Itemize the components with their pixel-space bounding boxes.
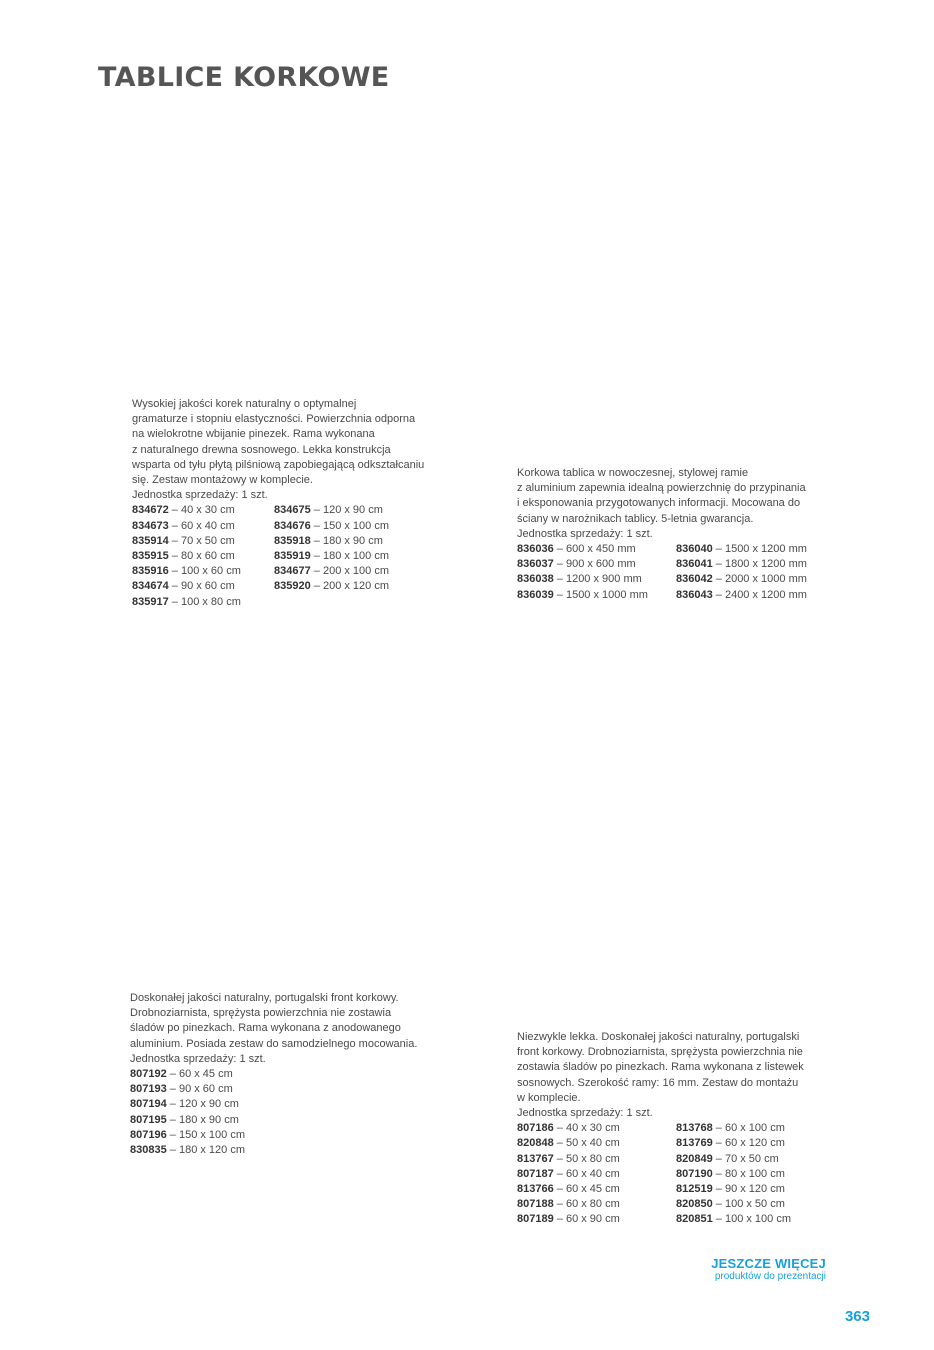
product-variant-row [676, 1182, 826, 1197]
more-products-subtitle: produktów do prezentacji [714, 1271, 826, 1282]
product-code: 834675 [274, 504, 311, 517]
product-code: 835920 [274, 580, 311, 593]
separator: – [168, 565, 181, 578]
separator: – [712, 573, 725, 586]
product-variant-row [517, 1197, 676, 1212]
separator: – [553, 1213, 566, 1226]
product-variant-row [517, 1136, 676, 1151]
product-size-list [132, 503, 442, 609]
product-size: 60 x 90 cm [565, 1213, 620, 1226]
product-size: 600 x 450 mm [565, 543, 636, 556]
product-variant-row [517, 542, 676, 557]
product-size: 60 x 80 cm [565, 1198, 620, 1211]
product-size: 50 x 80 cm [565, 1152, 620, 1165]
product-code: 807192 [130, 1068, 167, 1081]
separator: – [166, 1113, 179, 1126]
product-size: 70 x 50 cm [180, 534, 235, 547]
product-size: 2000 x 1000 mm [724, 573, 807, 586]
product-code: 813767 [517, 1152, 554, 1165]
separator: – [553, 1198, 566, 1211]
product-variant-row [130, 1143, 290, 1158]
product-code: 807186 [517, 1122, 554, 1135]
separator: – [310, 550, 323, 563]
product-code: 835915 [132, 550, 169, 563]
separator: – [553, 1152, 566, 1165]
product-size: 2400 x 1200 mm [724, 588, 807, 601]
product-size: 150 x 100 cm [322, 519, 389, 532]
product-variant-row [676, 1136, 826, 1151]
product-variant-row [676, 588, 826, 603]
product-code: 820850 [676, 1198, 713, 1211]
product-size: 90 x 60 cm [178, 1083, 233, 1096]
separator: – [310, 519, 323, 532]
product-code: 807193 [130, 1083, 167, 1096]
product-size: 60 x 40 cm [180, 519, 235, 532]
product-code: 820851 [676, 1213, 713, 1226]
product-size: 60 x 120 cm [724, 1137, 785, 1150]
product-variant-row [132, 564, 274, 579]
product-size: 1500 x 1000 mm [565, 588, 648, 601]
product-variant-row [517, 588, 676, 603]
separator: – [712, 1213, 725, 1226]
product-size: 50 x 40 cm [565, 1137, 620, 1150]
product-size: 60 x 40 cm [565, 1167, 620, 1180]
product-variant-row [676, 1167, 826, 1182]
product-variant-row [517, 1152, 676, 1167]
product-code: 835919 [274, 550, 311, 563]
page-number: 363 [844, 1308, 870, 1325]
separator: – [166, 1128, 179, 1141]
product-variant-row [132, 503, 274, 518]
product-variant-row [132, 534, 274, 549]
product-code: 807190 [676, 1167, 713, 1180]
product-variant-row [274, 503, 414, 518]
separator: – [712, 558, 725, 571]
product-variant-row [130, 1113, 290, 1128]
separator: – [712, 543, 725, 556]
page-title: TABLICE KORKOWE [98, 62, 390, 93]
size-column [517, 1121, 676, 1227]
product-code: 813769 [676, 1137, 713, 1150]
product-variant-row [132, 595, 274, 610]
product-size: 40 x 30 cm [180, 504, 235, 517]
product-code: 834674 [132, 580, 169, 593]
product-code: 836041 [676, 558, 713, 571]
product-description: Wysokiej jakości korek naturalny o optymalnej gramaturze i stopniu elastyczności. Powierzchnia odporna na wielokrotne wbijanie pinezek. Rama wykonana z naturalnego drewna sosnowego. Lekka konstrukcja wsparta od tyłu płytą pilśniową zapobiegającą odkształcaniu się. Zestaw montażowy w komplecie. Jednostka sprzedaży: 1 szt. [132, 398, 425, 502]
product-variant-row [676, 542, 826, 557]
separator: – [168, 504, 181, 517]
product-variant-row [517, 1167, 676, 1182]
product-size: 70 x 50 cm [724, 1152, 779, 1165]
separator: – [553, 543, 566, 556]
product-code: 813766 [517, 1183, 554, 1196]
product-code: 807196 [130, 1128, 167, 1141]
product-code: 834673 [132, 519, 169, 532]
product-variant-row [676, 1197, 826, 1212]
product-size: 60 x 45 cm [565, 1183, 620, 1196]
product-code: 820848 [517, 1137, 554, 1150]
separator: – [310, 504, 323, 517]
product-block-anodized-frame-cork-board [130, 991, 440, 1158]
product-size: 900 x 600 mm [565, 558, 636, 571]
product-variant-row [517, 1182, 676, 1197]
separator: – [553, 558, 566, 571]
product-variant-row [274, 519, 414, 534]
product-size: 40 x 30 cm [565, 1122, 620, 1135]
product-block-lightweight-cork-board [517, 1030, 827, 1228]
product-size: 100 x 60 cm [180, 565, 241, 578]
product-code: 836037 [517, 558, 554, 571]
product-variant-row [132, 549, 274, 564]
product-code: 835916 [132, 565, 169, 578]
product-size: 200 x 100 cm [322, 565, 389, 578]
product-description: Niezwykle lekka. Doskonałej jakości naturalny, portugalski front korkowy. Drobnoziarnista, sprężysta powierzchnia nie zostawia śladów po pinezkach. Rama wykonana z listewek sosnowych. Szerokość ramy: 16 mm. Zestaw do montażu w komplecie. Jednostka sprzedaży: 1 szt. [517, 1031, 804, 1120]
product-size: 80 x 60 cm [180, 550, 235, 563]
separator: – [712, 588, 725, 601]
separator: – [553, 1183, 566, 1196]
separator: – [553, 588, 566, 601]
product-variant-row [274, 549, 414, 564]
size-column [130, 1067, 290, 1158]
product-code: 834672 [132, 504, 169, 517]
separator: – [168, 519, 181, 532]
product-description: Doskonałej jakości naturalny, portugalski front korkowy. Drobnoziarnista, sprężysta powierzchnia nie zostawia śladów po pinezkach. Rama wykonana z anodowanego aluminium. Posiada zestaw do samodzielnego mocowania. Jednostka sprzedaży: 1 szt. [130, 992, 418, 1065]
product-code: 813768 [676, 1122, 713, 1135]
product-code: 812519 [676, 1183, 713, 1196]
product-variant-row [130, 1067, 290, 1082]
separator: – [310, 534, 323, 547]
product-code: 836039 [517, 588, 554, 601]
product-size: 90 x 60 cm [180, 580, 235, 593]
separator: – [553, 573, 566, 586]
size-column [517, 542, 676, 603]
product-size: 180 x 90 cm [178, 1113, 239, 1126]
more-products-link[interactable] [711, 1256, 826, 1282]
separator: – [168, 534, 181, 547]
separator: – [712, 1137, 725, 1150]
product-code: 830835 [130, 1144, 167, 1157]
product-size: 100 x 50 cm [724, 1198, 785, 1211]
product-variant-row [517, 572, 676, 587]
separator: – [166, 1144, 179, 1157]
product-description: Korkowa tablica w nowoczesnej, stylowej ramie z aluminium zapewnia idealną powierzchnię do przypinania i eksponowania przygotowanych informacji. Mocowana do ściany w narożnikach tablicy. 5-letnia gwarancja. Jednostka sprzedaży: 1 szt. [517, 467, 806, 540]
product-code: 836040 [676, 543, 713, 556]
separator: – [310, 580, 323, 593]
separator: – [168, 580, 181, 593]
size-column [274, 503, 414, 609]
separator: – [310, 565, 323, 578]
separator: – [553, 1137, 566, 1150]
product-code: 835914 [132, 534, 169, 547]
product-block-standard-cork-board [132, 397, 442, 610]
separator: – [168, 550, 181, 563]
product-size: 120 x 90 cm [178, 1098, 239, 1111]
separator: – [712, 1122, 725, 1135]
more-products-title: JESZCZE WIĘCEJ [711, 1256, 826, 1271]
separator: – [166, 1098, 179, 1111]
product-size: 1800 x 1200 mm [724, 558, 807, 571]
product-variant-row [676, 572, 826, 587]
separator: – [712, 1198, 725, 1211]
product-code: 807195 [130, 1113, 167, 1126]
product-variant-row [676, 557, 826, 572]
product-code: 807194 [130, 1098, 167, 1111]
product-variant-row [676, 1212, 826, 1227]
product-code: 807187 [517, 1167, 554, 1180]
product-code: 807189 [517, 1213, 554, 1226]
separator: – [553, 1122, 566, 1135]
product-size-list [130, 1067, 440, 1158]
product-variant-row [132, 579, 274, 594]
size-column [676, 542, 826, 603]
product-size: 1200 x 900 mm [565, 573, 642, 586]
product-size: 150 x 100 cm [178, 1128, 245, 1141]
product-code: 834676 [274, 519, 311, 532]
size-column [676, 1121, 826, 1227]
product-size: 90 x 120 cm [724, 1183, 785, 1196]
product-size: 100 x 100 cm [724, 1213, 791, 1226]
product-variant-row [130, 1128, 290, 1143]
product-size: 180 x 120 cm [178, 1144, 245, 1157]
product-size: 60 x 100 cm [724, 1122, 785, 1135]
separator: – [712, 1152, 725, 1165]
separator: – [168, 595, 181, 608]
product-variant-row [517, 1212, 676, 1227]
product-variant-row [274, 579, 414, 594]
product-code: 820849 [676, 1152, 713, 1165]
product-size: 60 x 45 cm [178, 1068, 233, 1081]
product-size: 80 x 100 cm [724, 1167, 785, 1180]
product-block-aluminium-frame-cork-board [517, 466, 827, 603]
product-code: 807188 [517, 1198, 554, 1211]
product-code: 836038 [517, 573, 554, 586]
separator: – [712, 1167, 725, 1180]
product-variant-row [676, 1152, 826, 1167]
product-size: 1500 x 1200 mm [724, 543, 807, 556]
product-code: 836043 [676, 588, 713, 601]
product-size: 200 x 120 cm [322, 580, 389, 593]
product-variant-row [274, 534, 414, 549]
product-variant-row [517, 557, 676, 572]
product-variant-row [517, 1121, 676, 1136]
product-size-list [517, 542, 827, 603]
product-variant-row [274, 564, 414, 579]
product-size: 180 x 100 cm [322, 550, 389, 563]
product-code: 834677 [274, 565, 311, 578]
separator: – [166, 1083, 179, 1096]
product-variant-row [130, 1082, 290, 1097]
separator: – [166, 1068, 179, 1081]
product-code: 836042 [676, 573, 713, 586]
product-size: 120 x 90 cm [322, 504, 383, 517]
product-variant-row [676, 1121, 826, 1136]
product-variant-row [132, 519, 274, 534]
product-size-list [517, 1121, 827, 1227]
product-size: 180 x 90 cm [322, 534, 383, 547]
separator: – [712, 1183, 725, 1196]
product-code: 835917 [132, 595, 169, 608]
size-column [132, 503, 274, 609]
product-variant-row [130, 1097, 290, 1112]
product-size: 100 x 80 cm [180, 595, 241, 608]
product-code: 836036 [517, 543, 554, 556]
separator: – [553, 1167, 566, 1180]
product-code: 835918 [274, 534, 311, 547]
